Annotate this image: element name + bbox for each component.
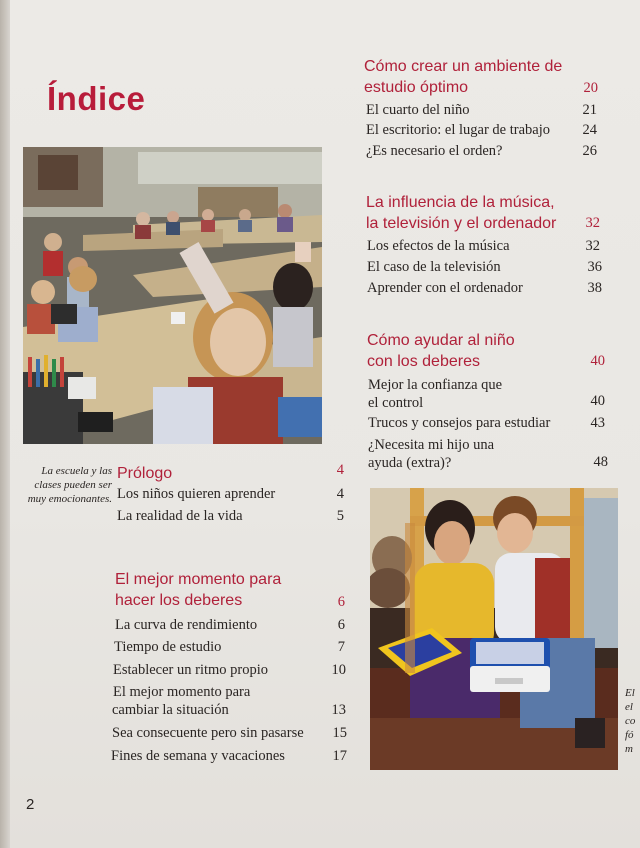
caption-fragment: co	[625, 715, 636, 727]
page-binding	[0, 0, 10, 848]
section-title-line1: La influencia de la música,	[366, 194, 555, 211]
page-number: 2	[26, 796, 35, 813]
toc-entry-page: 40	[590, 393, 605, 409]
section-page-number: 6	[337, 594, 345, 610]
toc-entry-page: 24	[582, 122, 597, 138]
toc-entry-page: 36	[587, 259, 602, 275]
toc-entry: La realidad de la vida	[117, 508, 243, 524]
toc-entry: La curva de rendimiento	[115, 617, 258, 633]
toc-entry: Los efectos de la música	[367, 238, 510, 254]
toc-entry-page: 26	[582, 143, 597, 159]
toc-entry-page: 17	[332, 748, 347, 764]
classroom-photo	[23, 147, 322, 444]
toc-entry-page: 4	[336, 486, 344, 502]
section-title-line2: la televisión y el ordenador	[366, 215, 557, 232]
section-title-line1: Cómo ayudar al niño	[367, 332, 515, 349]
photo-caption-left: La escuela y las clases pueden ser muy emocionantes.	[27, 465, 112, 505]
caption-fragment: m	[625, 743, 633, 755]
section-mejor-momento	[115, 569, 345, 611]
toc-entry: ¿Es necesario el orden?	[366, 143, 503, 159]
section-prologo	[117, 463, 317, 484]
toc-entry-line2: ayuda (extra)?	[368, 455, 452, 471]
toc-entry-page: 6	[337, 617, 345, 633]
caption-fragment: El	[625, 687, 635, 699]
toc-entry: Establecer un ritmo propio	[113, 662, 269, 678]
section-page-number: 40	[590, 353, 605, 369]
section-page-number: 4	[336, 462, 344, 478]
page-title: Índice	[47, 80, 146, 117]
section-title: Prólogo	[117, 465, 173, 482]
toc-entry-page: 38	[587, 280, 602, 296]
section-title-line2: con los deberes	[367, 353, 480, 370]
photo-caption-right	[625, 686, 640, 756]
toc-entry-page: 48	[593, 454, 608, 470]
section-page-number: 20	[583, 80, 598, 96]
toc-entry-page: 43	[590, 415, 605, 431]
toc-entry-page: 13	[331, 702, 346, 718]
section-ayudar	[367, 330, 607, 372]
toc-entry-line1: ¿Necesita mi hijo una	[368, 437, 495, 453]
toc-entry-page: 7	[337, 639, 345, 655]
toc-entry-line2: cambiar la situación	[112, 702, 229, 718]
caption-fragment: fó	[625, 729, 634, 741]
caption-fragment: el	[625, 701, 633, 713]
section-title-line2: estudio óptimo	[364, 79, 469, 96]
toc-entry-page: 5	[336, 508, 344, 524]
section-title-line2: hacer los deberes	[115, 592, 243, 609]
toc-entry: Los niños quieren aprender	[117, 486, 276, 502]
toc-entry: El escritorio: el lugar de trabajo	[366, 122, 550, 138]
toc-entry: Aprender con el ordenador	[367, 280, 523, 296]
toc-entry: Trucos y consejos para estudiar	[368, 415, 551, 431]
toc-entry: Fines de semana y vacaciones	[111, 748, 285, 764]
toc-entry-page: 15	[332, 725, 347, 741]
toc-entry-page: 10	[331, 662, 346, 678]
toc-entry-line2: el control	[368, 395, 424, 411]
toc-entry: Sea consecuente pero sin pasarse	[112, 725, 304, 741]
toc-entry: El caso de la televisión	[367, 259, 501, 275]
section-page-number: 32	[585, 215, 600, 231]
toc-entry-page: 32	[585, 238, 600, 254]
toc-entry-line1: Mejor la confianza que	[368, 377, 503, 393]
toc-entry-page: 21	[582, 102, 597, 118]
children-computers-photo	[370, 488, 618, 770]
toc-entry: Tiempo de estudio	[114, 639, 222, 655]
section-title-line1: El mejor momento para	[115, 571, 282, 588]
toc-entry-line1: El mejor momento para	[113, 684, 251, 700]
section-title-line1: Cómo crear un ambiente de	[364, 58, 563, 75]
toc-entry: El cuarto del niño	[366, 102, 470, 118]
